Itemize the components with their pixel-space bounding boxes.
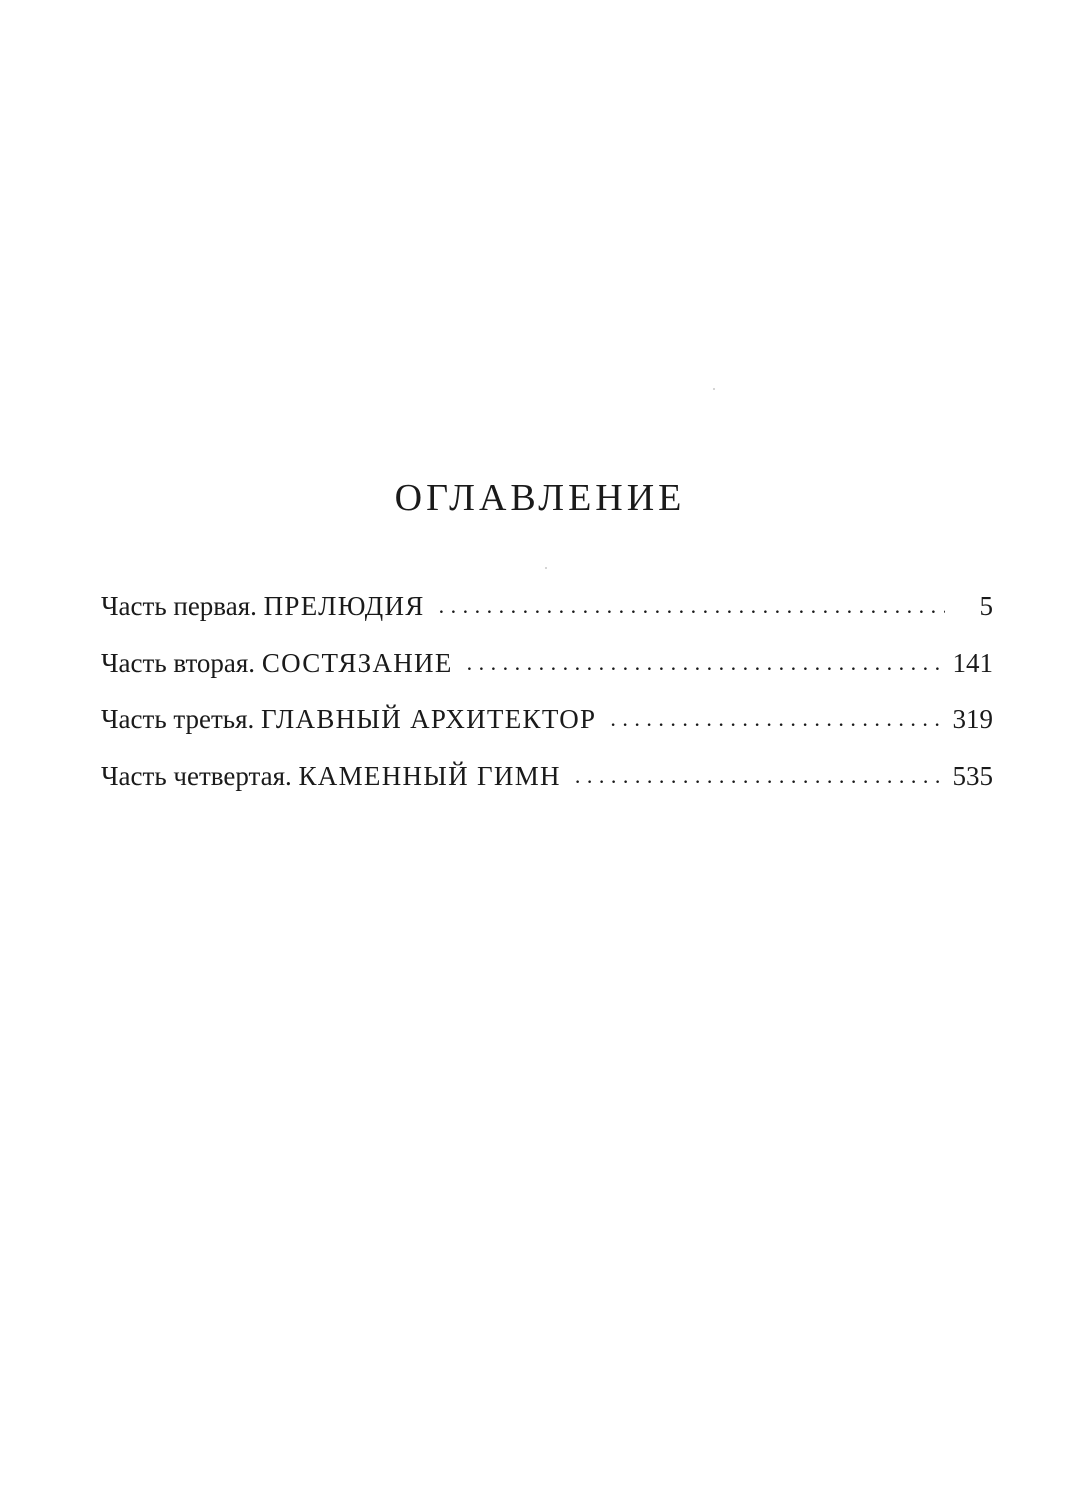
toc-entry — [101, 641, 993, 698]
toc-dot-leader — [467, 639, 945, 685]
toc-entry — [101, 697, 993, 754]
toc-entry — [101, 584, 993, 641]
toc-entry-title: СОСТЯЗАНИЕ — [261, 647, 453, 678]
print-speck — [545, 567, 547, 569]
toc-entry-part: Часть четвертая. — [101, 760, 292, 791]
toc-entry-part: Часть первая. — [101, 591, 257, 621]
print-speck — [713, 388, 715, 390]
toc-entry-part: Часть третья. — [101, 704, 255, 734]
toc-entry-page: 319 — [952, 704, 993, 734]
toc-dot-leader — [610, 695, 944, 741]
toc-list — [101, 584, 993, 810]
toc-dot-leader — [575, 752, 945, 798]
toc-entry-page: 141 — [952, 647, 993, 678]
toc-entry — [101, 754, 993, 811]
toc-entry-title: ПРЕЛЮДИЯ — [263, 591, 425, 621]
toc-entry-page: 535 — [952, 760, 993, 791]
toc-entry-title: ГЛАВНЫЙ АРХИТЕКТОР — [261, 704, 597, 734]
toc-dot-leader — [439, 582, 945, 628]
toc-entry-page: 5 — [979, 591, 993, 621]
toc-entry-title: КАМЕННЫЙ ГИМН — [298, 760, 561, 791]
toc-entry-part: Часть вторая. — [101, 647, 256, 678]
toc-title: ОГЛАВЛЕНИЕ — [394, 477, 686, 519]
